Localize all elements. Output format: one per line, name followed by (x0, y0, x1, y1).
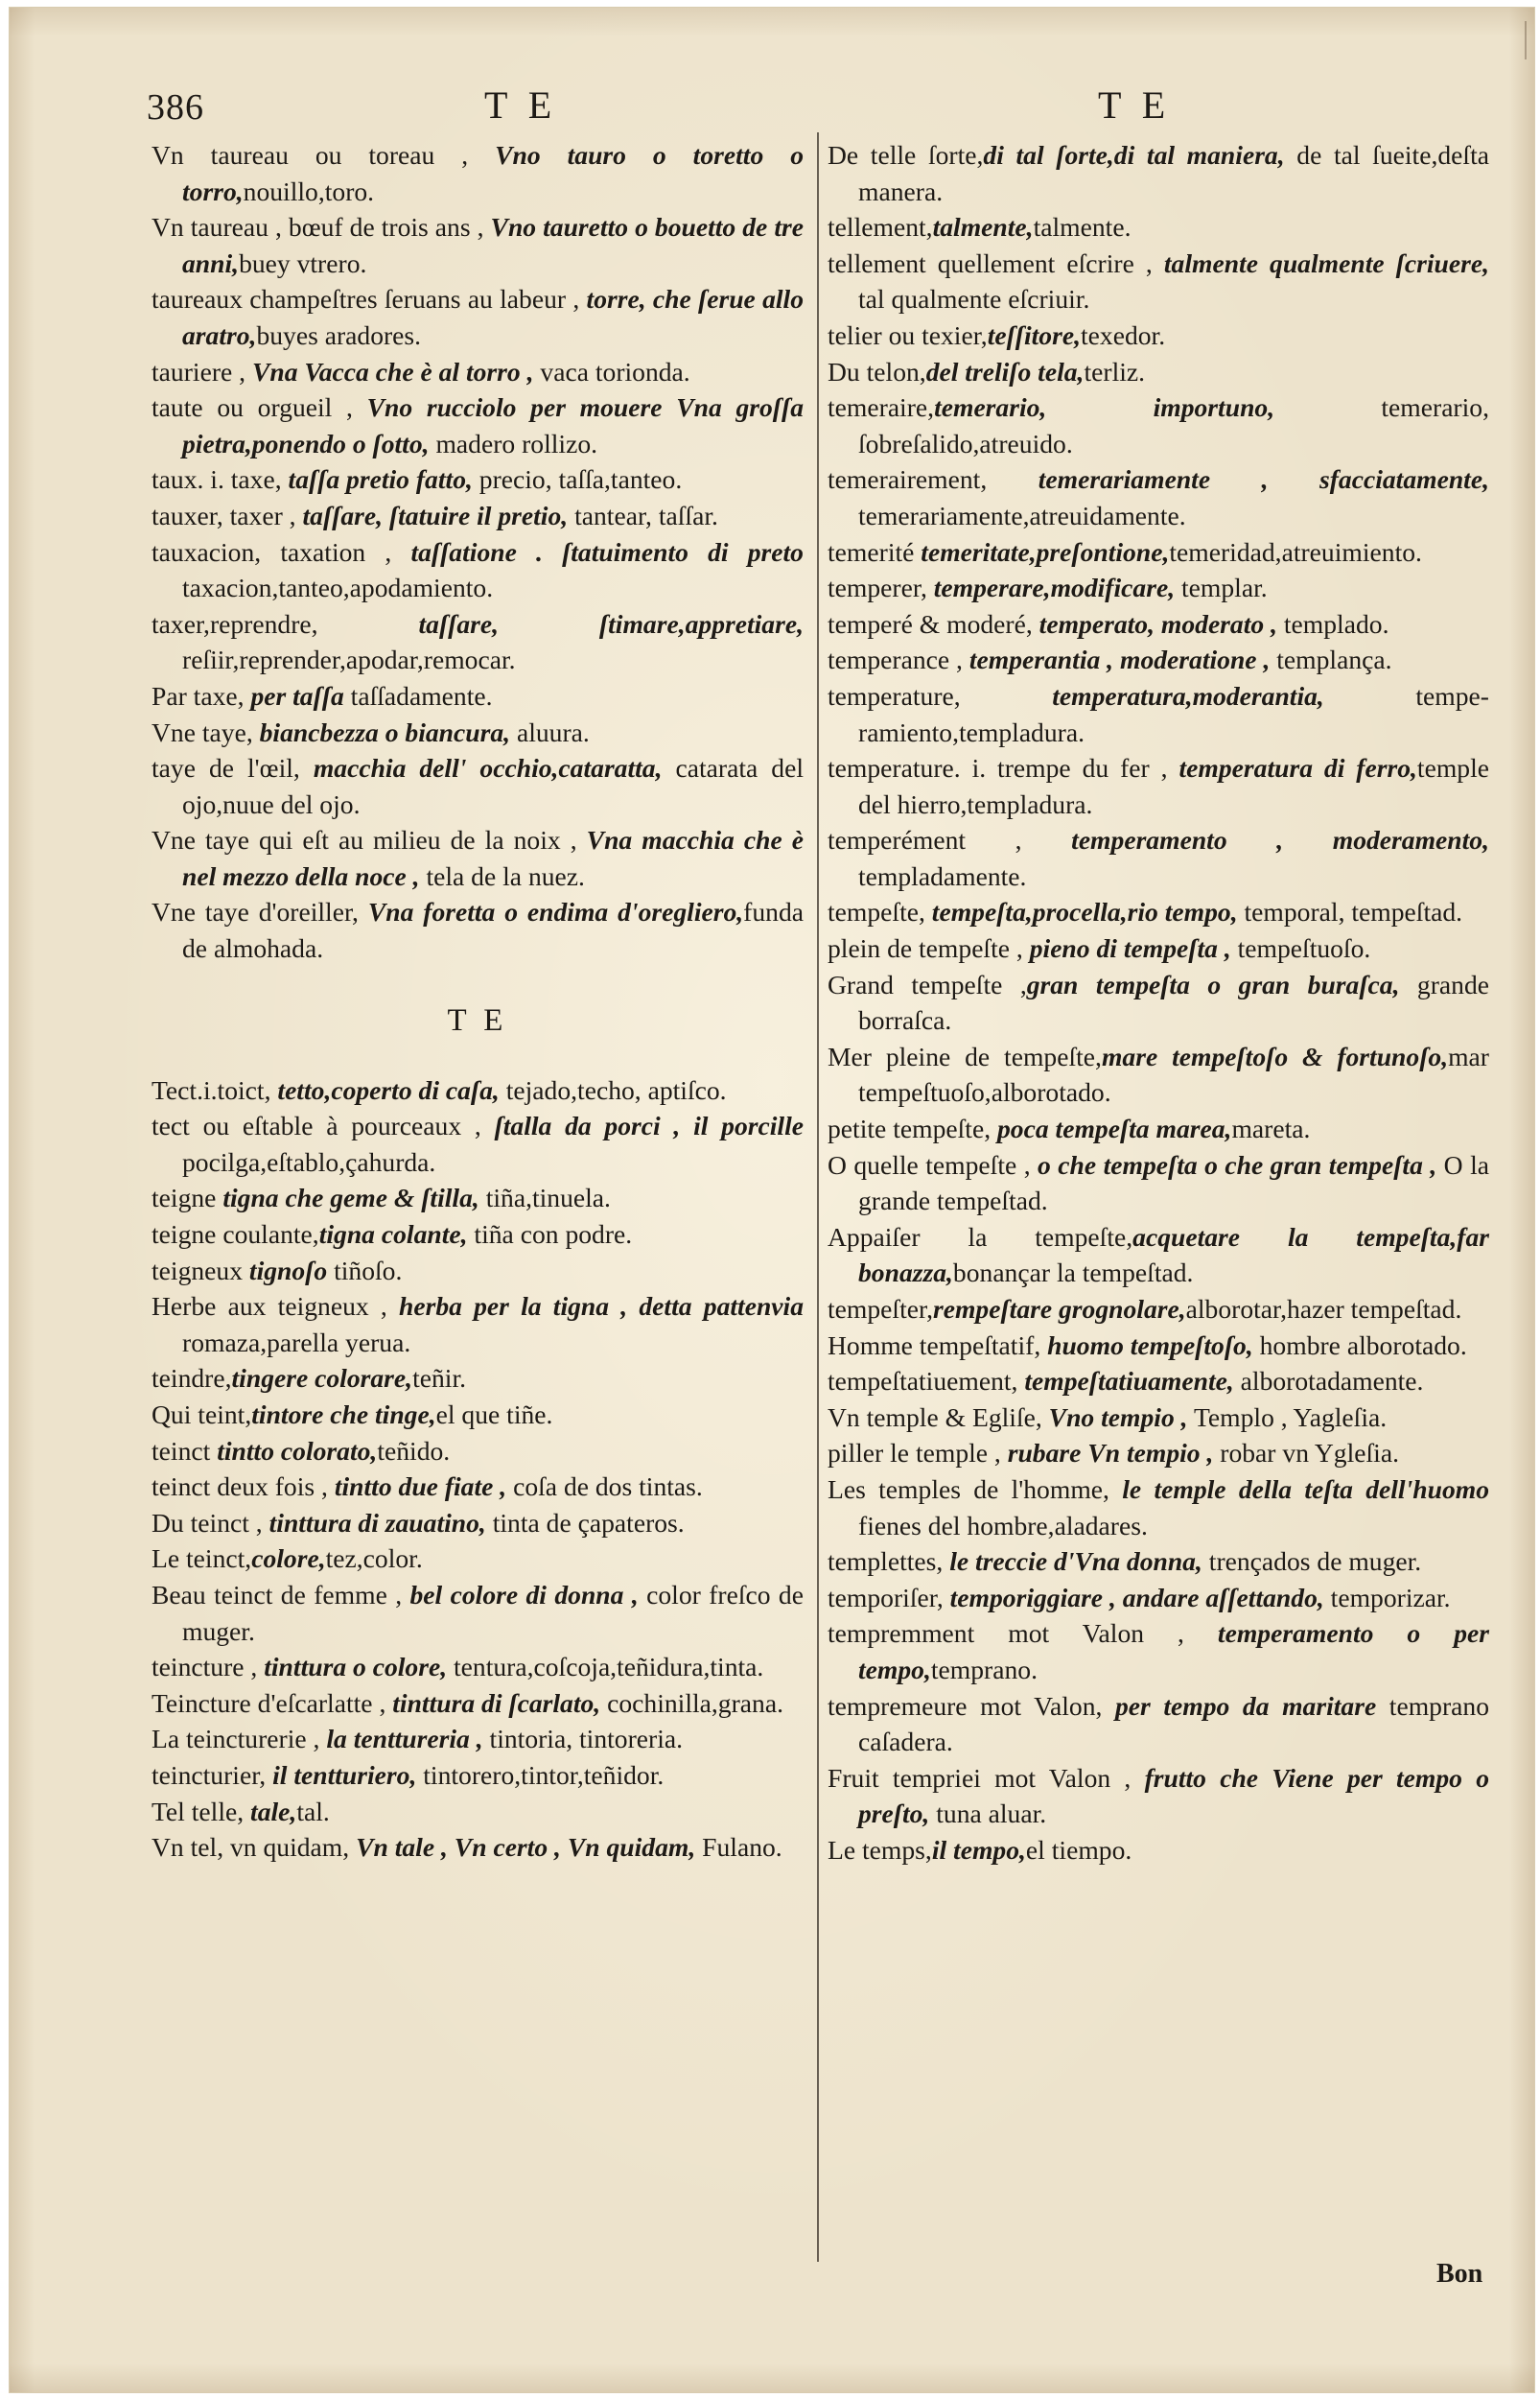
entry-spanish: tentura,coſcoja,teñidura,tinta. (447, 1652, 764, 1682)
entry-french: Beau teinct de femme , (152, 1579, 403, 1610)
dictionary-entry (828, 354, 1489, 390)
dictionary-entry (152, 389, 804, 461)
entry-italian: poca tempeſta marea, (991, 1114, 1232, 1144)
entry-italian: taſſare, ſtimare,appretiare, (317, 608, 804, 639)
left-entries-b (152, 1072, 804, 1866)
entry-french: taxer,reprendre, (152, 608, 318, 639)
dictionary-entry (152, 894, 804, 966)
entry-spanish: templado. (1276, 608, 1389, 639)
dictionary-entry (828, 642, 1489, 678)
entry-spanish: coſa de dos tintas. (506, 1471, 703, 1502)
dictionary-entry (152, 1253, 804, 1289)
entry-french: plein de tempeſte , (828, 933, 1023, 964)
entry-french: teindre, (152, 1363, 232, 1394)
entry-french: tellement, (828, 212, 933, 243)
entry-italian: temerariamente , sfacciatamente, (987, 464, 1489, 495)
entry-spanish: catarata del ojo,nuue del ojo. (182, 753, 804, 819)
entry-spanish: buey vtrero. (239, 247, 367, 278)
entry-french: O quelle tempeſte , (828, 1149, 1031, 1180)
dictionary-entry (828, 1147, 1489, 1219)
entry-spanish: trençados de muger. (1202, 1546, 1422, 1577)
entry-french: tempremeure mot Valon, (828, 1690, 1103, 1721)
entry-italian: temperare,modificare, (926, 573, 1176, 603)
right-column (828, 137, 1489, 1869)
entry-french: petite tempeſte, (828, 1114, 992, 1144)
entry-french: tempremment mot Valon , (828, 1618, 1184, 1649)
entry-italian: Vno rucciolo per mouere Vna groſſa pietra,ponendo o ſotto, (182, 392, 804, 458)
entry-spanish: templadamente. (858, 860, 1027, 891)
dictionary-entry (152, 1757, 804, 1794)
entry-spanish: robar vn Ygleſia. (1213, 1438, 1399, 1469)
entry-spanish: fienes del hombre,aladares. (858, 1510, 1148, 1540)
entry-french: Herbe aux teigneux , (152, 1291, 387, 1322)
left-column (152, 137, 804, 1866)
entry-french: teincture , (152, 1652, 258, 1682)
entry-italian: tinttura di zauatino, (262, 1507, 486, 1538)
entry-french: Du telon, (828, 356, 926, 387)
page-number: 386 (147, 87, 204, 128)
entry-italian: temperantia , moderatione , (962, 645, 1271, 675)
entry-italian: Vno tauretto o bouetto de tre anni, (182, 212, 804, 278)
entry-spanish: tal. (296, 1796, 330, 1826)
entry-italian: taſſatione . ſtatuimento di preto (391, 536, 804, 567)
entry-italian: le temple della teſta dell'huomo (1108, 1473, 1489, 1504)
entry-italian: tale, (244, 1796, 297, 1826)
entry-french: Vne taye d'oreiller, (152, 897, 359, 928)
entry-spanish: talmente. (1033, 212, 1132, 243)
entry-spanish: el tiempo. (1025, 1834, 1132, 1865)
entry-italian: tigna che geme & ſtilla, (216, 1183, 479, 1213)
dictionary-entry (828, 1760, 1489, 1832)
entry-french: temerité (828, 536, 915, 567)
dictionary-entry (828, 1435, 1489, 1471)
entry-italian: tignoſo (243, 1255, 328, 1285)
entry-spanish: O la grande tempeſtad. (858, 1149, 1489, 1216)
entry-spanish: nouillo,toro. (243, 176, 375, 206)
entry-italian: macchia dell' occhio,cataratta, (299, 753, 663, 784)
entry-italian: talmente, (932, 212, 1034, 243)
dictionary-entry (152, 137, 804, 209)
entry-french: Tel telle, (152, 1796, 245, 1826)
entry-french: tempeſter, (828, 1294, 933, 1324)
entry-spanish: tinta de çapateros. (485, 1507, 685, 1538)
dictionary-entry (152, 1360, 804, 1397)
entry-italian: temperatura di ferro, (1167, 753, 1417, 784)
entry-spanish: temerariamente,atreuidamente. (858, 500, 1186, 530)
entry-italian: acquetare la tempeſta,far bonazza, (858, 1221, 1489, 1288)
entry-french: teinct (152, 1435, 211, 1466)
dictionary-entry (828, 209, 1489, 246)
entry-italian: Vna macchia che è nel mezzo della noce , (182, 825, 804, 891)
left-entries-a (152, 137, 804, 967)
catchword: Bon (1436, 2259, 1483, 2289)
entry-spanish: temeridad,atreuimiento. (1169, 536, 1422, 567)
dictionary-entry (828, 822, 1489, 894)
column-divider (817, 132, 819, 2262)
dictionary-entry (152, 1469, 804, 1505)
entry-french: templettes, (828, 1546, 944, 1577)
dictionary-entry (828, 1580, 1489, 1616)
dictionary-entry (152, 1577, 804, 1649)
entry-french: teigne (152, 1183, 217, 1213)
entry-italian: per taſſa (244, 680, 344, 711)
entry-italian: Vno tauro o toretto o torro, (182, 140, 804, 206)
dictionary-entry (152, 534, 804, 606)
entry-italian: temeritate,preſontione, (914, 536, 1170, 567)
dictionary-entry (828, 1399, 1489, 1436)
entry-french: Vn temple & Egliſe, (828, 1401, 1042, 1432)
entry-italian: tingere colorare, (231, 1363, 413, 1394)
entry-spanish: tuna aluar. (929, 1798, 1047, 1829)
entry-italian: herba per la tigna , detta pattenvia (386, 1291, 804, 1322)
entry-spanish: taſſadamente. (343, 680, 493, 711)
dictionary-entry (152, 750, 804, 822)
entry-italian: taſſare, ſtatuire il pretio, (295, 500, 569, 530)
dictionary-entry (828, 1363, 1489, 1399)
entry-italian: colore, (251, 1543, 326, 1574)
entry-spanish: temple del hierro,templadura. (858, 753, 1489, 819)
entry-italian: tinttura o colore, (257, 1652, 448, 1682)
entry-french: Fruit tempriei mot Valon , (828, 1762, 1132, 1793)
entry-spanish: hombre alborotado. (1252, 1329, 1467, 1360)
book-page (10, 8, 1534, 2392)
entry-spanish: reſiir,reprender,apodar,remocar. (182, 645, 516, 675)
entry-spanish: Fulano. (695, 1832, 782, 1863)
dictionary-entry (152, 1216, 804, 1253)
entry-italian: di tal ſorte,di tal maniera, (983, 140, 1285, 170)
entry-italian: tempeſta,procella,rio tempo, (924, 897, 1238, 928)
entry-spanish: teñido. (377, 1435, 451, 1466)
entry-italian: Vna Vacca che è al torro , (245, 356, 534, 387)
entry-italian: tigna colante, (318, 1219, 468, 1250)
entry-spanish: vaca toriondа. (533, 356, 690, 387)
dictionary-entry (152, 1072, 804, 1109)
dictionary-entry (152, 678, 804, 715)
entry-french: taye de l'œil, (152, 753, 300, 784)
entry-french: Le teinct, (152, 1543, 252, 1574)
entry-spanish: bonançar la tempeſtad. (952, 1258, 1194, 1288)
entry-italian: temperamento , moderamento, (1021, 825, 1489, 856)
entry-italian: biancbezza o biancura, (252, 717, 511, 747)
entry-italian: teſſitore, (987, 319, 1081, 350)
dictionary-entry (152, 822, 804, 894)
entry-french: temeraire, (828, 392, 935, 423)
entry-italian: Vna foretta o endima d'oregliero, (358, 897, 744, 928)
entry-italian: rubare Vn tempio , (1000, 1438, 1214, 1469)
entry-french: Appaiſer la tempeſte, (828, 1221, 1133, 1252)
dictionary-entry (828, 570, 1489, 606)
dictionary-entry (152, 1829, 804, 1866)
dictionary-entry (152, 1397, 804, 1433)
entry-french: Vne taye qui eſt au milieu de la noix , (152, 825, 577, 856)
entry-french: temporiſer, (828, 1582, 944, 1612)
entry-french: Par taxe, (152, 680, 245, 711)
dictionary-entry (828, 389, 1489, 461)
entry-italian: le treccie d'Vna donna, (943, 1546, 1202, 1577)
entry-french: teinct deux fois , (152, 1471, 328, 1502)
dictionary-entry (828, 1039, 1489, 1111)
entry-spanish: tal qualmente eſcriuir. (858, 284, 1090, 315)
dictionary-entry (152, 354, 804, 390)
dictionary-entry (152, 1180, 804, 1216)
entry-french: De telle ſorte, (828, 140, 984, 170)
dictionary-entry (828, 894, 1489, 930)
entry-french: taux. i. taxe, (152, 464, 282, 495)
entry-italian: Vn tale , Vn certo , Vn quidam, (349, 1832, 696, 1863)
entry-spanish: tintoria, tintoreria. (482, 1724, 684, 1754)
entry-italian: temperamento o per tempo, (858, 1618, 1489, 1684)
entry-french: telier ou texier, (828, 319, 988, 350)
entry-french: tauxacion, taxation , (152, 536, 392, 567)
entry-french: taureaux champeſtres ſeruans au labeur , (152, 284, 580, 315)
entry-french: tauxer, taxer , (152, 500, 296, 530)
dictionary-entry (152, 1505, 804, 1541)
dictionary-entry (828, 678, 1489, 750)
entry-italian: talmente qualmente ſcriuere, (1152, 247, 1489, 278)
entry-french: Du teinct , (152, 1507, 263, 1538)
entry-italian: del treliſo tela, (925, 356, 1085, 387)
entry-french: Les temples de l'homme, (828, 1473, 1109, 1504)
dictionary-entry (152, 715, 804, 751)
entry-french: teigneux (152, 1255, 244, 1285)
entry-italian: frutto che Viene per tempo o preſto, (858, 1762, 1489, 1829)
entry-italian: temperato, moderato , (1032, 608, 1277, 639)
entry-spanish: de tal ſueite,deſta manera. (858, 140, 1489, 206)
dictionary-entry (152, 281, 804, 353)
dictionary-entry (828, 1219, 1489, 1291)
entry-spanish: el que tiñe. (435, 1399, 553, 1429)
entry-spanish: mar tempeſtuoſo,alborotado. (858, 1041, 1489, 1108)
entry-spanish: tiñoſo. (327, 1255, 403, 1285)
entry-french: Tect.i.toict, (152, 1074, 271, 1105)
entry-italian: temporiggiare , andare aſſettando, (943, 1582, 1324, 1612)
entry-spanish: taxacion,tanteo,apodamiento. (182, 573, 494, 603)
dictionary-entry (828, 1328, 1489, 1364)
right-entries (828, 137, 1489, 1869)
dictionary-entry (152, 1685, 804, 1722)
entry-italian: il tempo, (931, 1834, 1026, 1865)
dictionary-entry (152, 606, 804, 678)
dictionary-entry (152, 498, 804, 534)
entry-spanish: alborotar,hazer tempeſtad. (1185, 1294, 1462, 1324)
dictionary-entry (152, 209, 804, 281)
entry-spanish: aluura. (510, 717, 590, 747)
dictionary-entry (828, 1471, 1489, 1543)
dictionary-entry (828, 1688, 1489, 1760)
entry-spanish: tiña,tinuela. (478, 1183, 611, 1213)
entry-spanish: temprano caſadera. (858, 1690, 1489, 1757)
entry-spanish: pocilga,eſtablo,çahurda. (182, 1146, 436, 1177)
entry-spanish: texedor. (1081, 319, 1166, 350)
entry-spanish: cochinilla,grana. (600, 1687, 783, 1718)
entry-italian: ſtalla da porci , il porcille (480, 1111, 804, 1141)
dictionary-entry (828, 246, 1489, 317)
entry-italian: per tempo da maritare (1102, 1690, 1377, 1721)
entry-spanish: teñir. (412, 1363, 467, 1394)
dictionary-entry (828, 930, 1489, 967)
dictionary-entry (152, 461, 804, 498)
entry-french: Qui teint, (152, 1399, 252, 1429)
entry-french: Vn tel, vn quidam, (152, 1832, 350, 1863)
entry-italian: rempeſtare grognolare, (932, 1294, 1186, 1324)
dictionary-entry (828, 606, 1489, 643)
entry-french: taute ou orgueil , (152, 392, 353, 423)
entry-french: temperature, (828, 680, 961, 711)
entry-spanish: madero rollizo. (429, 428, 598, 458)
entry-spanish: terliz. (1084, 356, 1146, 387)
entry-spanish: mareta. (1231, 1114, 1311, 1144)
entry-french: Vne taye, (152, 717, 253, 747)
entry-italian: la tenttureria , (319, 1724, 483, 1754)
entry-french: temperer, (828, 573, 927, 603)
entry-spanish: templar. (1175, 573, 1268, 603)
entry-italian: il tentturiero, (266, 1759, 417, 1790)
entry-italian: huomo tempeſtoſo, (1040, 1329, 1253, 1360)
running-head-right: T E (1098, 83, 1172, 127)
dictionary-entry (828, 1291, 1489, 1328)
dictionary-entry (828, 461, 1489, 533)
entry-french: Teincture d'eſcarlatte , (152, 1687, 386, 1718)
dictionary-entry (828, 317, 1489, 354)
entry-french: temperance , (828, 645, 963, 675)
entry-italian: tinttura di ſcarlato, (385, 1687, 601, 1718)
entry-spanish: tez,color. (325, 1543, 423, 1574)
entry-french: tempeſtatiuement, (828, 1366, 1018, 1397)
entry-spanish: temerario, ſobreſalido,atreuido. (858, 392, 1489, 458)
entry-french: Grand tempeſte , (828, 969, 1027, 999)
dictionary-entry (152, 1540, 804, 1577)
entry-italian: tintto due fiate , (327, 1471, 507, 1502)
dictionary-entry (152, 1288, 804, 1360)
dictionary-entry (152, 1721, 804, 1757)
entry-italian: tintore che tinge, (251, 1399, 436, 1429)
entry-italian: bel colore di donna , (402, 1579, 639, 1610)
entry-spanish: romaza,parella yerua. (182, 1327, 411, 1357)
dictionary-entry (152, 1433, 804, 1469)
entry-spanish: buyes aradores. (256, 319, 422, 350)
entry-spanish: tempeſtuoſo. (1230, 933, 1371, 964)
entry-spanish: tiña con podre. (467, 1219, 633, 1250)
entry-spanish: temporal, tempeſtad. (1237, 897, 1463, 928)
entry-spanish: precio, taſſa,tanteo. (472, 464, 683, 495)
entry-french: tect ou eſtable à pourceaux , (152, 1111, 481, 1141)
entry-spanish: alborotadamente. (1233, 1366, 1424, 1397)
entry-french: Homme tempeſtatif, (828, 1329, 1041, 1360)
entry-french: tellement quellement eſcrire , (828, 247, 1153, 278)
entry-italian: taſſa pretio fatto, (281, 464, 473, 495)
dictionary-entry (828, 1111, 1489, 1147)
entry-french: temperature. i. trempe du fer , (828, 753, 1168, 784)
entry-french: teigne coulante, (152, 1219, 319, 1250)
entry-spanish: tintorero,tintor,teñidor. (416, 1759, 665, 1790)
dictionary-entry (828, 1615, 1489, 1687)
entry-spanish: tela de la nuez. (419, 860, 585, 891)
entry-italian: tetto,coperto di caſa, (270, 1074, 500, 1105)
entry-spanish: Templo , Yagleſia. (1187, 1401, 1388, 1432)
entry-spanish: color freſco de muger. (182, 1579, 804, 1646)
entry-italian: o che tempeſta o che gran tempeſta , (1030, 1149, 1437, 1180)
dictionary-entry (828, 137, 1489, 209)
entry-french: Vn taureau ou toreau , (152, 140, 469, 170)
entry-spanish: tejado,techo, aptiſco. (499, 1074, 727, 1105)
entry-italian: mare tempeſtoſo & fortunoſo, (1101, 1041, 1449, 1071)
entry-italian: tempeſtatiuamente, (1017, 1366, 1234, 1397)
entry-french: Mer pleine de tempeſte, (828, 1041, 1102, 1071)
entry-italian: torre, che ſerue allo aratro, (182, 284, 805, 350)
entry-italian: temperatura,moderantia, (960, 680, 1324, 711)
entry-italian: temerario, importuno, (934, 392, 1275, 423)
entry-french: tauriere , (152, 356, 246, 387)
entry-french: temerairement, (828, 464, 988, 495)
entry-italian: tintto colorato, (210, 1435, 378, 1466)
entry-french: piller le temple , (828, 1438, 1001, 1469)
page-edge-mark (1525, 21, 1534, 59)
dictionary-entry (828, 1543, 1489, 1580)
entry-french: tempeſte, (828, 897, 925, 928)
entry-french: temperément , (828, 825, 1022, 856)
entry-spanish: tantear, taſſar. (568, 500, 718, 530)
dictionary-entry (152, 1108, 804, 1180)
dictionary-entry (828, 750, 1489, 822)
entry-italian: pieno di tempeſta , (1022, 933, 1231, 964)
entry-french: teincturier, (152, 1759, 267, 1790)
entry-italian: Vno tempio , (1041, 1401, 1188, 1432)
dictionary-entry (828, 534, 1489, 571)
entry-french: Vn taureau , bœuf de trois ans , (152, 212, 484, 243)
entry-spanish: temporizar. (1323, 1582, 1451, 1612)
dictionary-entry (828, 967, 1489, 1039)
entry-french: Le temps, (828, 1834, 932, 1865)
entry-spanish: funda de almohada. (182, 897, 804, 964)
entry-spanish: temperamiento,templadura. (858, 680, 1489, 747)
entry-french: La teincturerie , (152, 1724, 320, 1754)
dictionary-entry (152, 1794, 804, 1830)
entry-french: temperé & moderé, (828, 608, 1033, 639)
running-head-left: T E (484, 83, 558, 127)
section-head: T E (447, 1002, 508, 1038)
dictionary-entry (152, 1649, 804, 1685)
entry-spanish: templança. (1270, 645, 1392, 675)
entry-spanish: temprano. (930, 1654, 1038, 1684)
entry-spanish: grande borraſca. (858, 969, 1489, 1036)
entry-italian: gran tempeſta o gran buraſca, (1026, 969, 1400, 999)
dictionary-entry (828, 1832, 1489, 1869)
